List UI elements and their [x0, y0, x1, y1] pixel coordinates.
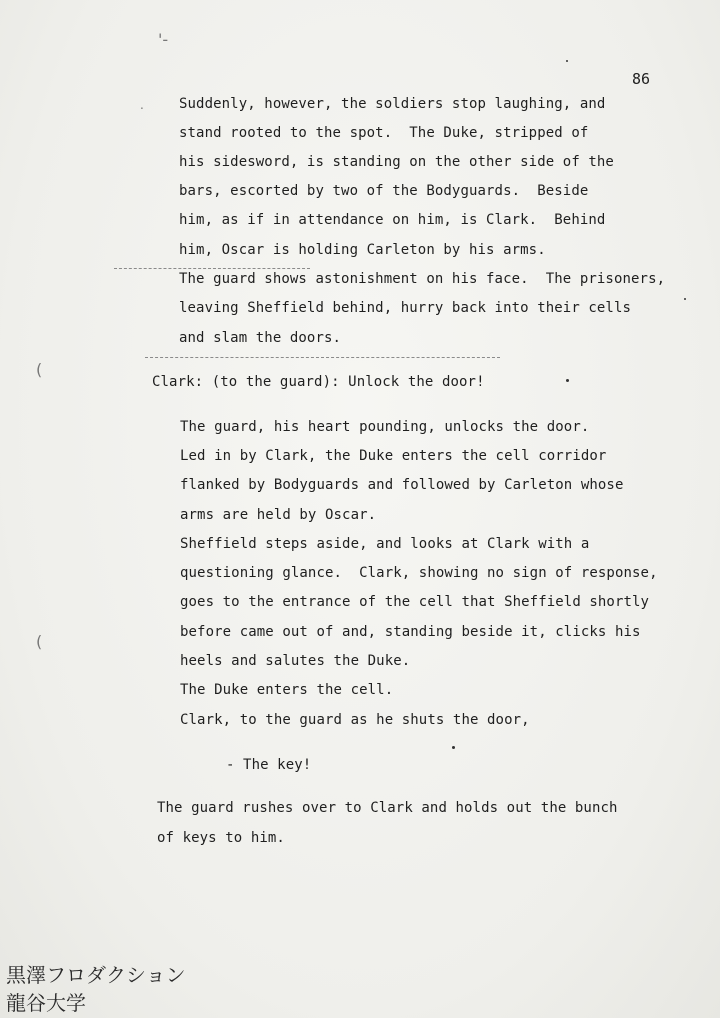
text-line: The guard, his heart pounding, unlocks the door.: [180, 419, 590, 435]
pencil-rule: [145, 357, 500, 358]
page-number: 86: [632, 70, 651, 88]
ink-speck: [452, 746, 455, 749]
text-line: goes to the entrance of the cell that Sheffield shortly: [180, 594, 650, 610]
pencil-rule: [114, 268, 310, 269]
text-line: and slam the doors.: [179, 330, 342, 346]
ink-speck: [684, 298, 686, 300]
margin-mark: (: [36, 632, 43, 651]
text-line: stand rooted to the spot. The Duke, stripped of: [179, 125, 589, 141]
text-line: The guard shows astonishment on his face. The prisoners,: [179, 271, 666, 287]
text-line: arms are held by Oscar.: [180, 507, 377, 523]
ink-speck: [566, 60, 568, 62]
archive-watermark-line1: 黒澤フロダクション: [6, 963, 186, 987]
text-line: leaving Sheffield behind, hurry back into their cells: [179, 300, 632, 316]
text-line: him, as if in attendance on him, is Clark. Behind: [179, 212, 606, 228]
text-line: before came out of and, standing beside it, clicks his: [180, 624, 641, 640]
text-line: The guard rushes over to Clark and holds out the bunch: [157, 800, 618, 816]
dialogue-line: - The key!: [226, 757, 312, 773]
text-line: The Duke enters the cell.: [180, 682, 394, 698]
text-line: Clark, to the guard as he shuts the door,: [180, 712, 530, 728]
margin-mark: .: [140, 98, 144, 112]
text-line: flanked by Bodyguards and followed by Carleton whose: [180, 477, 624, 493]
text-line: Sheffield steps aside, and looks at Clark with a: [180, 536, 590, 552]
text-line: questioning glance. Clark, showing no sign of response,: [180, 565, 658, 581]
margin-mark: (: [36, 360, 43, 379]
ink-speck: [566, 379, 569, 382]
text-line: of keys to him.: [157, 830, 285, 846]
text-line: bars, escorted by two of the Bodyguards. Beside: [179, 183, 589, 199]
margin-mark: '-: [158, 30, 169, 49]
archive-watermark-line2: 龍谷大学: [6, 991, 86, 1015]
text-line: him, Oscar is holding Carleton by his arms.: [179, 242, 546, 258]
text-line: Suddenly, however, the soldiers stop laughing, and: [179, 96, 606, 112]
text-line: Led in by Clark, the Duke enters the cell corridor: [180, 448, 607, 464]
text-line: his sidesword, is standing on the other side of the: [179, 154, 614, 170]
dialogue-line: Clark: (to the guard): Unlock the door!: [152, 374, 485, 390]
text-line: heels and salutes the Duke.: [180, 653, 411, 669]
